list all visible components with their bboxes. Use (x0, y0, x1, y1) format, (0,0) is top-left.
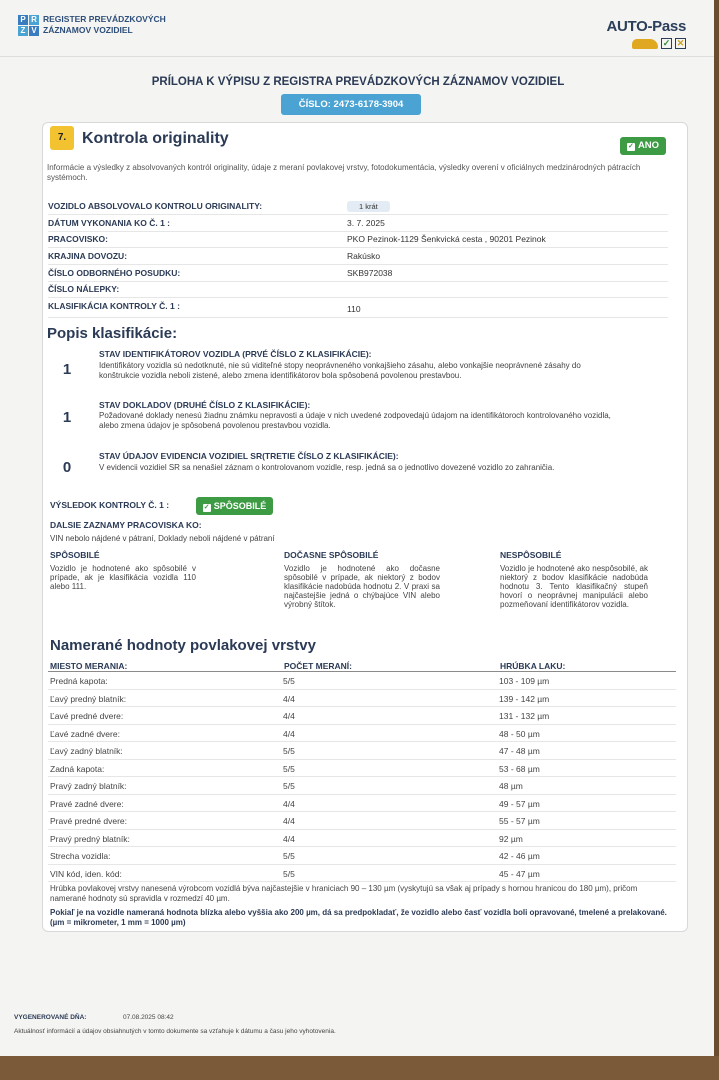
cell-count: 5/5 (283, 763, 295, 774)
checkbox-checked-icon: ✓ (662, 38, 671, 48)
logo-letter: V (29, 26, 39, 36)
classification-number: 1 (62, 361, 72, 378)
category-text: Vozidlo je hodnotené ako dočasne spôsobilé v prípade, ak niektorý z bodov klasifikácie nadobúda hodnotu 2. V praxi sa najčastejšie jedná o chýbajúce VIN alebo výrobný štítok. (284, 564, 440, 609)
detail-row (48, 198, 668, 215)
category-title: DOČASNE SPÔSOBILÉ (284, 550, 379, 560)
measurement-warning: Pokiaľ je na vozidle nameraná hodnota blízka alebo vyššia ako 200 µm, dá sa predpokladať, že vozidlo alebo časť vozidla boli opravované, tmelené a prelakované. (µm = mikrometer, 1 mm = 1000 µm) (50, 908, 667, 927)
detail-label: ČÍSLO NÁLEPKY: (48, 284, 120, 294)
classification-number: 0 (62, 459, 72, 476)
detail-value: 110 (347, 304, 361, 314)
column-header: MIESTO MERANIA: (50, 661, 128, 671)
table-row (48, 672, 676, 690)
cell-location: Pravé zadné dvere: (50, 798, 124, 809)
generated-label: VYGENEROVANÉ DŇA: (14, 1014, 87, 1021)
cell-location: Pravý zadný blatník: (50, 781, 127, 791)
table-row (48, 760, 676, 778)
detail-value: 3. 7. 2025 (347, 218, 385, 228)
autopass-logo (606, 18, 686, 49)
cell-location: Zadná kapota: (50, 763, 105, 774)
section-intro: Informácie a výsledky z absolvovaných kontról originality, údaje z meraní povlakovej vrstvy, fotodokumentácia, výsledky overení v oficiálnych medzinárodných pátracích systémoch. (47, 163, 641, 182)
detail-label: PRACOVISKO: (48, 234, 108, 244)
section-title: Kontrola originality (82, 130, 229, 147)
cell-thickness: 49 - 57 µm (499, 798, 540, 809)
cell-thickness: 47 - 48 µm (499, 746, 540, 756)
cell-count: 5/5 (283, 851, 295, 861)
table-row (48, 707, 676, 725)
detail-row (48, 298, 668, 318)
status-badge (620, 137, 666, 155)
table-row (48, 812, 676, 830)
classification-description: V evidencii vozidiel SR sa nenašiel záznam o kontrolovanom vozidle, resp. jedná sa o jednotlivo dovezené vozidlo zo zahraničia. (99, 463, 555, 472)
logo-letter: Z (18, 26, 28, 36)
cell-count: 4/4 (283, 711, 295, 721)
document-title: PRÍLOHA K VÝPISU Z REGISTRA PREVÁDZKOVÝCH ZÁZNAMOV VOZIDIEL (151, 76, 565, 88)
cell-count: 4/4 (283, 693, 295, 704)
autopass-brand: AUTO-Pass (606, 18, 686, 35)
detail-row (48, 248, 668, 265)
cell-location: Ľavé predné dvere: (50, 711, 124, 721)
logo-letter: R (29, 15, 39, 25)
check-icon: ✓ (203, 504, 210, 511)
table-row (48, 865, 676, 883)
logo-mark-icon (18, 15, 39, 36)
detail-row (48, 265, 668, 282)
cell-location: Predná kapota: (50, 676, 108, 686)
classification-number: 1 (62, 409, 72, 426)
classification-heading: Popis klasifikácie: (47, 325, 178, 342)
category-text: Vozidlo je hodnotené ako nespôsobilé, ak niektorý z bodov klasifikácie nadobúda hodnotu 3. Tento klasifikačný stupeň hovorí o neoprávnej manipulácii alebo pozmeňovaní identifikátorov vozidla. (500, 564, 648, 609)
classification-title: STAV ÚDAJOV EVIDENCIA VOZIDIEL SR(TRETIE ČÍSLO Z KLASIFIKÁCIE): (99, 451, 399, 461)
cell-thickness: 42 - 46 µm (499, 851, 540, 861)
classification-description: Požadované doklady nenesú žiadnu známku nepravosti a údaje v nich uvedené zodpovedajú údajom na identifikátoroch kontrolovaného vozidla, alebo zmena údajov je spôsobená povolenou prestavbou vozidla. (99, 411, 611, 430)
other-records-text: VIN nebolo nájdené v pátraní, Doklady neboli nájdené v pátraní (50, 534, 275, 543)
detail-value: Rakúsko (347, 251, 381, 261)
result-label: VÝSLEDOK KONTROLY Č. 1 : (50, 500, 170, 510)
detail-row (48, 281, 668, 298)
generated-date: 07.08.2025 08:42 (123, 1014, 174, 1021)
detail-label: KLASIFIKÁCIA KONTROLY Č. 1 : (48, 301, 180, 311)
detail-label: VOZIDLO ABSOLVOVALO KONTROLU ORIGINALITY: (48, 201, 263, 211)
cell-thickness: 139 - 142 µm (499, 693, 550, 704)
detail-value: PKO Pezinok-1129 Šenkvická cesta , 90201 Pezinok (347, 234, 546, 244)
category-title: NESPÔSOBILÉ (500, 550, 562, 560)
check-icon: ✓ (628, 143, 634, 150)
table-row (48, 847, 676, 865)
cell-count: 4/4 (283, 833, 295, 844)
detail-label: DÁTUM VYKONANIA KO Č. 1 : (48, 218, 170, 228)
column-header: POČET MERANÍ: (284, 661, 352, 671)
cell-location: Ľavý zadný blatník: (50, 746, 123, 756)
cell-thickness: 45 - 47 µm (499, 868, 540, 879)
cell-count: 5/5 (283, 781, 295, 791)
cell-thickness: 55 - 57 µm (499, 816, 540, 826)
detail-row (48, 231, 668, 248)
cell-thickness: 48 - 50 µm (499, 728, 540, 739)
cell-count: 5/5 (283, 676, 295, 686)
detail-row (48, 215, 668, 232)
detail-value: 1 krát (347, 201, 390, 212)
cell-thickness: 92 µm (499, 833, 523, 844)
detail-label: KRAJINA DOVOZU: (48, 251, 128, 261)
logo-line-1: REGISTER PREVÁDZKOVÝCH (43, 14, 166, 24)
measurements-heading: Namerané hodnoty povlakovej vrstvy (50, 637, 316, 654)
footer-note: Aktuálnosť informácií a údajov obsiahnutých v tomto dokumente sa vzťahuje k dátumu a času jeho vyhotovenia. (14, 1028, 336, 1035)
table-row (48, 690, 676, 708)
section-number: 7. (50, 126, 74, 150)
cell-thickness: 103 - 109 µm (499, 676, 550, 686)
table-row (48, 725, 676, 743)
header-divider (0, 56, 716, 57)
cell-location: Strecha vozidla: (50, 851, 111, 861)
table-row (48, 777, 676, 795)
car-icon (632, 39, 658, 49)
cell-location: VIN kód, iden. kód: (50, 868, 122, 879)
cell-location: Pravé predné dvere: (50, 816, 128, 826)
cell-location: Ľavý predný blatník: (50, 693, 127, 704)
cell-location: Pravý predný blatník: (50, 833, 130, 844)
register-logo (18, 14, 166, 36)
checkbox-cross-icon: ✕ (676, 38, 685, 48)
result-badge-label: SPÔSOBILÉ (213, 501, 267, 511)
classification-title: STAV IDENTIFIKÁTOROV VOZIDLA (PRVÉ ČÍSLO Z KLASIFIKÁCIE): (99, 349, 372, 359)
cell-thickness: 48 µm (499, 781, 523, 791)
table-surface (714, 0, 719, 1080)
column-header: HRÚBKA LAKU: (500, 661, 566, 671)
table-surface (0, 1056, 719, 1080)
cell-count: 4/4 (283, 816, 295, 826)
classification-title: STAV DOKLADOV (DRUHÉ ČÍSLO Z KLASIFIKÁCIE): (99, 400, 311, 410)
status-badge-label: ANO (637, 140, 660, 151)
cell-count: 5/5 (283, 746, 295, 756)
logo-letter: P (18, 15, 28, 25)
category-text: Vozidlo je hodnotené ako spôsobilé v prípade, ak je klasifikácia vozidla 110 alebo 111. (50, 564, 196, 591)
detail-label: ČÍSLO ODBORNÉHO POSUDKU: (48, 268, 181, 278)
classification-description: Identifikátory vozidla sú nedotknuté, nie sú viditeľné stopy neoprávneného vonkajšieho zásahu, alebo vonkajšie neoprávnené zásahy do konštrukcie vozidla neboli zistené, alebo zmena identifikátorov bola spôsobená povolenou prestavbou. (99, 361, 581, 380)
cell-count: 5/5 (283, 868, 295, 879)
other-records-label: DALSIE ZAZNAMY PRACOVISKA KO: (50, 520, 202, 530)
cell-thickness: 131 - 132 µm (499, 711, 550, 721)
logo-line-2: ZÁZNAMOV VOZIDIEL (43, 25, 133, 35)
category-title: SPÔSOBILÉ (50, 550, 100, 560)
table-row (48, 742, 676, 760)
table-row (48, 795, 676, 813)
cell-count: 4/4 (283, 728, 295, 739)
result-badge (196, 497, 273, 515)
cell-location: Ľavé zadné dvere: (50, 728, 120, 739)
table-row (48, 830, 676, 848)
measurement-note: Hrúbka povlakovej vrstvy nanesená výrobcom vozidlá býva najčastejšie v hraniciach 90 – 130 µm (vyskytujú sa však aj prípady s hornou hranicou do 180 µm), pričom namerané hodnoty sú spravidla v rozmedzí 40 µm. (50, 884, 638, 903)
cell-count: 4/4 (283, 798, 295, 809)
document-number: ČÍSLO: 2473-6178-3904 (281, 94, 421, 115)
cell-thickness: 53 - 68 µm (499, 763, 540, 774)
detail-value: SKB972038 (347, 268, 393, 278)
